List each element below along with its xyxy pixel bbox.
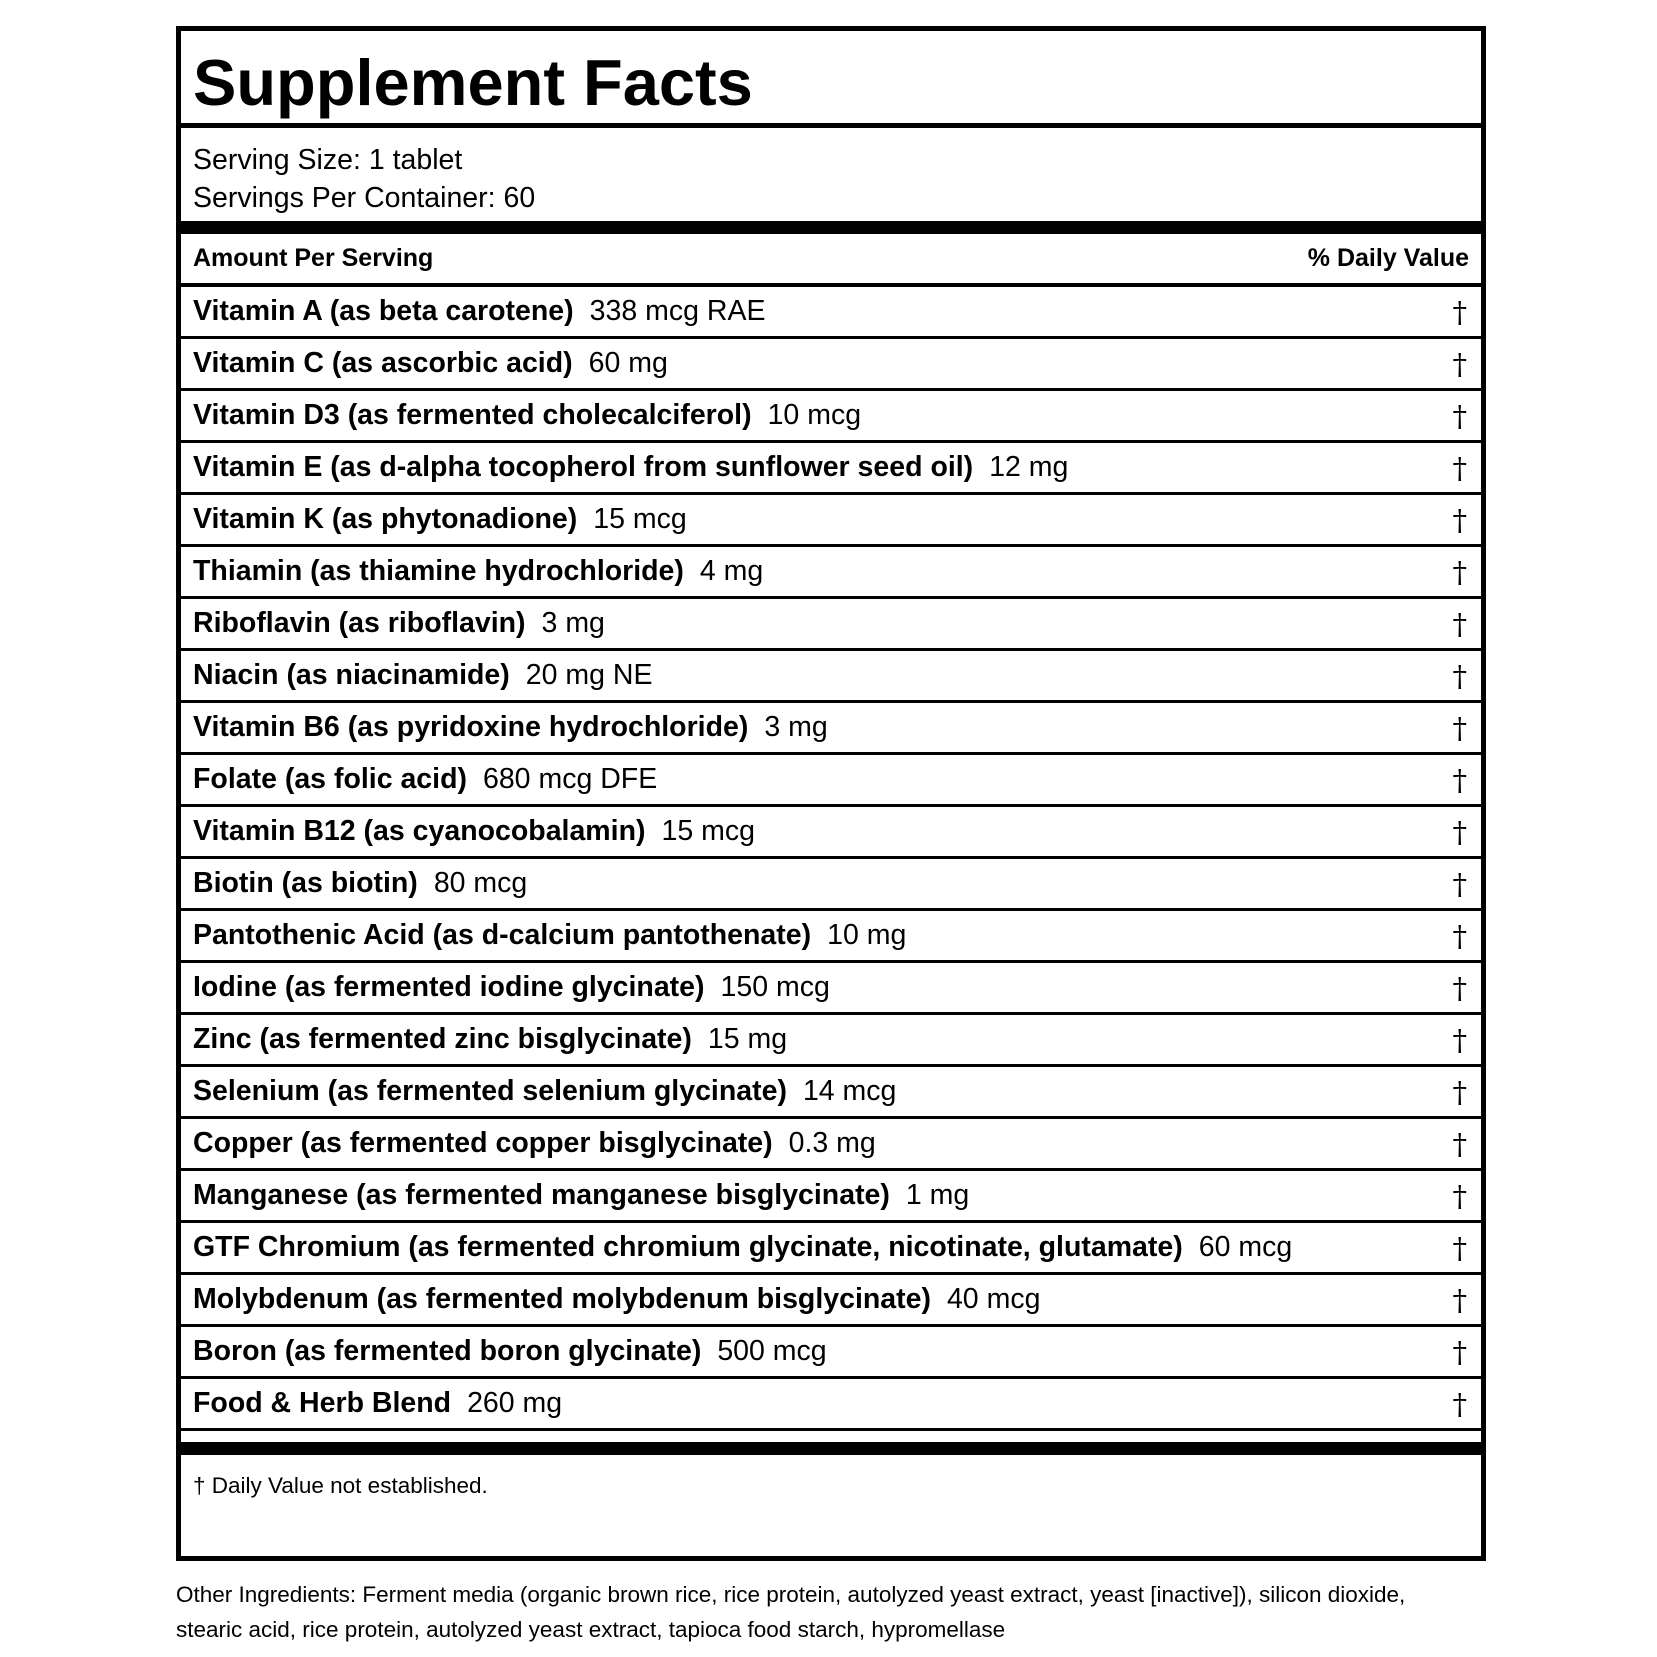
- nutrient-daily-value: †: [1452, 1126, 1467, 1161]
- nutrient-daily-value: †: [1452, 1022, 1467, 1057]
- nutrient-amount: 10 mg: [827, 919, 907, 951]
- nutrient-row: [181, 755, 1481, 807]
- nutrient-name: Niacin (as niacinamide): [193, 659, 510, 691]
- nutrient-name: Pantothenic Acid (as d-calcium pantothenate): [193, 919, 812, 951]
- nutrient-amount: 15 mg: [707, 1023, 788, 1055]
- nutrient-row: [181, 859, 1481, 911]
- nutrient-name: Vitamin B6 (as pyridoxine hydrochloride): [193, 711, 749, 743]
- nutrient-row: [181, 963, 1481, 1015]
- nutrient-amount: 500 mcg: [717, 1335, 827, 1367]
- nutrient-amount: 260 mg: [467, 1387, 563, 1419]
- nutrient-name: Selenium (as fermented selenium glycinate): [193, 1075, 787, 1107]
- nutrient-row: [181, 599, 1481, 651]
- nutrient-name: Vitamin K (as phytonadione): [193, 503, 578, 535]
- nutrient-amount: 3 mg: [541, 607, 605, 639]
- nutrient-daily-value: †: [1452, 1178, 1467, 1213]
- nutrient-amount: 60 mg: [588, 347, 668, 379]
- nutrient-row: [181, 339, 1481, 391]
- nutrient-amount: 40 mcg: [946, 1283, 1041, 1315]
- nutrient-row: [181, 1379, 1481, 1431]
- nutrient-amount: 60 mcg: [1198, 1231, 1293, 1263]
- nutrient-amount: 680 mcg DFE: [482, 763, 658, 795]
- daily-value-header: % Daily Value: [1307, 244, 1469, 272]
- nutrient-name: Vitamin C (as ascorbic acid): [193, 347, 573, 379]
- nutrient-name: Biotin (as biotin): [193, 867, 418, 899]
- nutrient-amount: 80 mcg: [433, 867, 528, 899]
- nutrient-list: [181, 287, 1481, 1431]
- nutrient-row: [181, 443, 1481, 495]
- nutrient-daily-value: †: [1452, 502, 1467, 537]
- amount-per-serving-header: Amount Per Serving: [193, 244, 434, 272]
- nutrient-row: [181, 1171, 1481, 1223]
- nutrient-daily-value: †: [1452, 710, 1467, 745]
- nutrient-row: [181, 1327, 1481, 1379]
- nutrient-daily-value: †: [1452, 866, 1467, 901]
- nutrient-daily-value: †: [1452, 1386, 1467, 1421]
- nutrient-daily-value: †: [1452, 918, 1467, 953]
- nutrient-name: Food & Herb Blend: [193, 1387, 452, 1419]
- nutrient-name: Iodine (as fermented iodine glycinate): [193, 971, 705, 1003]
- nutrient-row: [181, 1067, 1481, 1119]
- nutrient-amount: 4 mg: [699, 555, 764, 587]
- nutrient-name: Riboflavin (as riboflavin): [193, 607, 526, 639]
- nutrient-name: Vitamin A (as beta carotene): [193, 295, 574, 327]
- nutrient-daily-value: †: [1452, 658, 1467, 693]
- nutrient-name: GTF Chromium (as fermented chromium glycinate, nicotinate, glutamate): [193, 1231, 1183, 1263]
- nutrient-row: [181, 391, 1481, 443]
- nutrient-daily-value: †: [1452, 450, 1467, 485]
- nutrient-row: [181, 651, 1481, 703]
- nutrient-name: Thiamin (as thiamine hydrochloride): [193, 555, 684, 587]
- nutrient-row: [181, 1015, 1481, 1067]
- nutrient-name: Molybdenum (as fermented molybdenum bisglycinate): [193, 1283, 931, 1315]
- nutrient-row: [181, 1223, 1481, 1275]
- nutrient-daily-value: †: [1452, 606, 1467, 641]
- nutrient-name: Boron (as fermented boron glycinate): [193, 1335, 702, 1367]
- nutrient-row: [181, 547, 1481, 599]
- nutrient-name: Vitamin E (as d-alpha tocopherol from sunflower seed oil): [193, 451, 974, 483]
- thick-divider-bottom: [181, 1442, 1481, 1455]
- nutrient-daily-value: †: [1452, 398, 1467, 433]
- servings-per-container: Servings Per Container: 60: [193, 182, 536, 214]
- nutrient-row: [181, 1119, 1481, 1171]
- nutrient-amount: 1 mg: [905, 1179, 970, 1211]
- nutrient-amount: 20 mg NE: [525, 659, 653, 691]
- nutrient-name: Folate (as folic acid): [193, 763, 467, 795]
- nutrient-daily-value: †: [1452, 554, 1467, 589]
- nutrient-daily-value: †: [1452, 346, 1467, 381]
- nutrient-amount: 15 mcg: [661, 815, 755, 847]
- nutrient-daily-value: †: [1452, 1074, 1467, 1109]
- nutrient-amount: 338 mcg RAE: [589, 295, 766, 327]
- nutrient-amount: 14 mcg: [802, 1075, 897, 1107]
- nutrient-daily-value: †: [1452, 1230, 1467, 1265]
- nutrient-amount: 10 mcg: [767, 399, 862, 431]
- supplement-facts-panel: [176, 26, 1486, 1561]
- panel-title: Supplement Facts: [181, 31, 1481, 128]
- serving-size: Serving Size: 1 tablet: [193, 144, 463, 176]
- nutrient-row: [181, 911, 1481, 963]
- nutrient-daily-value: †: [1452, 1282, 1467, 1317]
- nutrient-amount: 3 mg: [764, 711, 828, 743]
- nutrient-row: [181, 287, 1481, 339]
- serving-info: [181, 128, 1481, 221]
- nutrient-amount: 15 mcg: [593, 503, 687, 535]
- nutrient-name: Manganese (as fermented manganese bisglycinate): [193, 1179, 890, 1211]
- nutrient-name: Vitamin B12 (as cyanocobalamin): [193, 815, 646, 847]
- nutrient-row: [181, 1275, 1481, 1327]
- nutrient-row: [181, 807, 1481, 859]
- nutrient-row: [181, 495, 1481, 547]
- footnote: † Daily Value not established.: [193, 1473, 488, 1498]
- thick-divider: [181, 221, 1481, 234]
- nutrient-row: [181, 703, 1481, 755]
- nutrient-daily-value: †: [1452, 970, 1467, 1005]
- nutrient-amount: 150 mcg: [720, 971, 830, 1003]
- nutrient-name: Zinc (as fermented zinc bisglycinate): [193, 1023, 692, 1055]
- other-ingredients: Other Ingredients: Ferment media (organic brown rice, rice protein, autolyzed yeast extract, yeast [inactive]), silicon dioxide, stearic acid, rice protein, autolyzed yeast extract, tapioca food starch, hypromellase: [176, 1582, 1406, 1642]
- nutrient-daily-value: †: [1452, 762, 1467, 797]
- nutrient-amount: 12 mg: [989, 451, 1069, 483]
- nutrient-daily-value: †: [1452, 1334, 1467, 1369]
- nutrient-name: Vitamin D3 (as fermented cholecalciferol): [193, 399, 752, 431]
- nutrient-amount: 0.3 mg: [788, 1127, 876, 1159]
- amount-header-row: [181, 234, 1481, 287]
- nutrient-name: Copper (as fermented copper bisglycinate): [193, 1127, 773, 1159]
- spacer: [181, 1431, 1481, 1442]
- nutrient-daily-value: †: [1452, 294, 1467, 329]
- nutrient-daily-value: †: [1452, 814, 1467, 849]
